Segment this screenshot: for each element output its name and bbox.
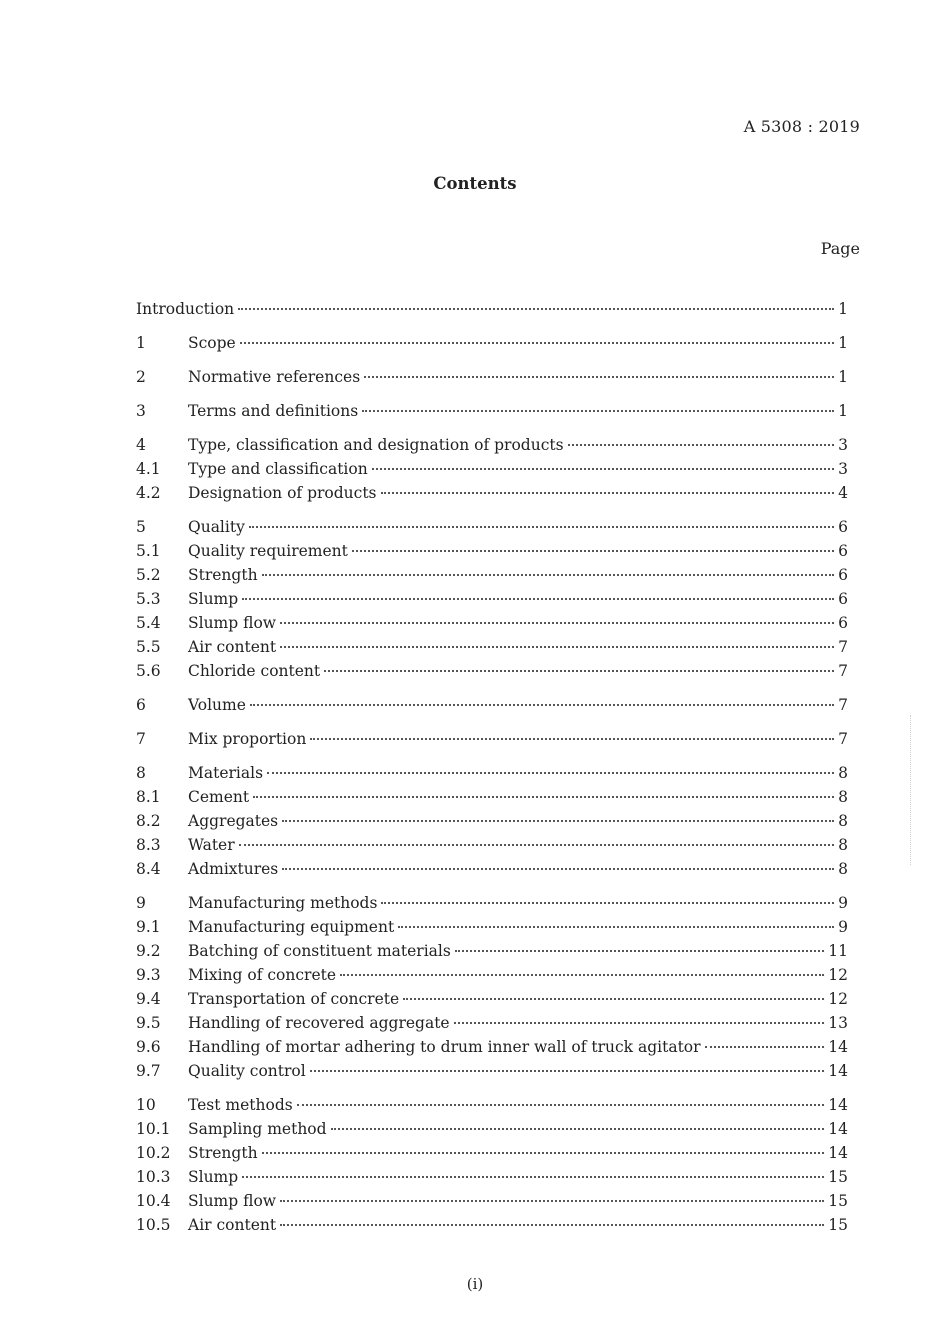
dot-leader — [262, 1152, 825, 1154]
toc-entry[interactable] — [136, 1144, 848, 1168]
toc-entry-number: 8.4 — [136, 860, 161, 878]
toc-entry[interactable] — [136, 1096, 848, 1120]
toc-entry[interactable] — [136, 638, 848, 662]
toc-entry-page: 15 — [828, 1192, 848, 1210]
toc-entry-page: 6 — [838, 566, 848, 584]
toc-entry-title: Water — [188, 836, 235, 854]
toc-entry-page: 7 — [838, 638, 848, 656]
toc-entry[interactable] — [136, 1062, 848, 1086]
toc-entry-title: Mixing of concrete — [188, 966, 337, 984]
dot-leader — [381, 902, 834, 904]
toc-group — [136, 894, 848, 1086]
toc-entry[interactable] — [136, 918, 848, 942]
toc-entry[interactable] — [136, 436, 848, 460]
toc-entry-title: Sampling method — [188, 1120, 327, 1138]
toc-entry[interactable] — [136, 836, 848, 860]
toc-entry-title: Transportation of concrete — [188, 990, 400, 1008]
toc-group — [136, 518, 848, 686]
toc-entry-title: Handling of mortar adhering to drum inner wall of truck agitator — [188, 1038, 701, 1056]
toc-entry-page: 11 — [828, 942, 848, 960]
toc-entry-number: 1 — [136, 334, 146, 352]
toc-entry-page: 7 — [838, 662, 848, 680]
toc-entry-page: 1 — [838, 300, 848, 318]
toc-group — [136, 730, 848, 754]
toc-entry-number: 2 — [136, 368, 146, 386]
toc-group — [136, 300, 848, 324]
toc-entry-page: 3 — [838, 460, 848, 478]
toc-entry[interactable] — [136, 990, 848, 1014]
toc-entry-page: 14 — [828, 1120, 848, 1138]
dot-leader — [280, 1200, 824, 1202]
toc-entry-page: 9 — [838, 918, 848, 936]
toc-entry[interactable] — [136, 300, 848, 324]
dot-leader — [242, 598, 834, 600]
toc-entry-title: Test methods — [188, 1096, 293, 1114]
toc-group — [136, 368, 848, 392]
toc-entry-number: 10.4 — [136, 1192, 171, 1210]
toc-entry-number: 8 — [136, 764, 146, 782]
dot-leader — [331, 1128, 825, 1130]
toc-entry[interactable] — [136, 484, 848, 508]
toc-entry[interactable] — [136, 764, 848, 788]
toc-entry-title: Quality control — [188, 1062, 306, 1080]
toc-entry-page: 6 — [838, 590, 848, 608]
toc-entry-title: Aggregates — [188, 812, 279, 830]
toc-entry-title: Slump flow — [188, 614, 277, 632]
toc-entry[interactable] — [136, 1168, 848, 1192]
toc-group — [136, 764, 848, 884]
toc-entry-number: 9.5 — [136, 1014, 161, 1032]
table-of-contents — [136, 300, 848, 1250]
toc-entry-title: Manufacturing equipment — [188, 918, 395, 936]
standard-number: A 5308 : 2019 — [743, 117, 860, 136]
dot-leader — [705, 1046, 825, 1048]
toc-entry-title: Normative references — [188, 368, 361, 386]
toc-entry[interactable] — [136, 566, 848, 590]
toc-entry-number: 4.2 — [136, 484, 161, 502]
toc-entry-number: 9 — [136, 894, 146, 912]
dot-leader — [242, 1176, 824, 1178]
dot-leader — [282, 820, 834, 822]
toc-group — [136, 334, 848, 358]
dot-leader — [297, 1104, 825, 1106]
toc-entry-title: Strength — [188, 1144, 258, 1162]
dot-leader — [364, 376, 834, 378]
toc-entry-number: 9.7 — [136, 1062, 161, 1080]
toc-entry-number: 9.6 — [136, 1038, 161, 1056]
toc-entry-page: 15 — [828, 1216, 848, 1234]
toc-group — [136, 1096, 848, 1240]
toc-entry-title: Type and classification — [188, 460, 368, 478]
toc-entry-page: 13 — [828, 1014, 848, 1032]
toc-entry-title: Manufacturing methods — [188, 894, 378, 912]
dot-leader — [249, 526, 834, 528]
toc-entry-title: Handling of recovered aggregate — [188, 1014, 450, 1032]
toc-entry[interactable] — [136, 590, 848, 614]
toc-group — [136, 436, 848, 508]
toc-entry-page: 7 — [838, 696, 848, 714]
dot-leader — [454, 1022, 825, 1024]
toc-entry-number: 10.2 — [136, 1144, 171, 1162]
toc-entry[interactable] — [136, 460, 848, 484]
toc-entry-number: 5.2 — [136, 566, 161, 584]
toc-entry-page: 9 — [838, 894, 848, 912]
dot-leader — [324, 670, 834, 672]
toc-entry-title: Slump flow — [188, 1192, 277, 1210]
dot-leader — [280, 622, 834, 624]
toc-group — [136, 696, 848, 720]
toc-entry-number: 5 — [136, 518, 146, 536]
toc-entry-title: Slump — [188, 590, 239, 608]
toc-entry-title: Mix proportion — [188, 730, 307, 748]
toc-entry[interactable] — [136, 966, 848, 990]
toc-entry-page: 1 — [838, 402, 848, 420]
toc-entry-title: Quality — [188, 518, 245, 536]
toc-entry-title: Admixtures — [188, 860, 279, 878]
page-column-label: Page — [820, 239, 860, 258]
dot-leader — [280, 646, 834, 648]
toc-entry-number: 5.1 — [136, 542, 161, 560]
toc-entry-title: Introduction — [136, 300, 235, 318]
toc-entry-number: 4 — [136, 436, 146, 454]
toc-entry-title: Scope — [188, 334, 236, 352]
toc-entry-page: 6 — [838, 518, 848, 536]
toc-entry[interactable] — [136, 662, 848, 686]
dot-leader — [372, 468, 834, 470]
toc-entry-number: 10 — [136, 1096, 156, 1114]
toc-entry-page: 1 — [838, 334, 848, 352]
toc-entry-number: 9.1 — [136, 918, 161, 936]
toc-entry[interactable] — [136, 334, 848, 358]
toc-entry[interactable] — [136, 860, 848, 884]
toc-entry-number: 8.1 — [136, 788, 161, 806]
toc-entry[interactable] — [136, 730, 848, 754]
dot-leader — [381, 492, 835, 494]
toc-entry[interactable] — [136, 942, 848, 966]
toc-entry-page: 8 — [838, 764, 848, 782]
dot-leader — [238, 308, 834, 310]
toc-entry[interactable] — [136, 1014, 848, 1038]
toc-entry-page: 8 — [838, 836, 848, 854]
dot-leader — [310, 738, 834, 740]
toc-entry-number: 6 — [136, 696, 146, 714]
toc-entry-number: 7 — [136, 730, 146, 748]
toc-entry[interactable] — [136, 1038, 848, 1062]
toc-entry-number: 5.6 — [136, 662, 161, 680]
toc-entry[interactable] — [136, 1120, 848, 1144]
toc-entry-title: Materials — [188, 764, 264, 782]
toc-entry-page: 6 — [838, 614, 848, 632]
toc-entry-number: 8.2 — [136, 812, 161, 830]
dot-leader — [267, 772, 834, 774]
toc-entry-title: Cement — [188, 788, 250, 806]
toc-entry[interactable] — [136, 402, 848, 426]
toc-entry-number: 9.4 — [136, 990, 161, 1008]
dot-leader — [340, 974, 824, 976]
dot-leader — [398, 926, 834, 928]
toc-entry-page: 14 — [828, 1062, 848, 1080]
dot-leader — [253, 796, 834, 798]
toc-group — [136, 402, 848, 426]
toc-entry-page: 8 — [838, 860, 848, 878]
toc-entry-page: 14 — [828, 1096, 848, 1114]
toc-entry-title: Air content — [188, 638, 277, 656]
dot-leader — [240, 342, 834, 344]
toc-entry-page: 1 — [838, 368, 848, 386]
dot-leader — [310, 1070, 825, 1072]
toc-entry-title: Designation of products — [188, 484, 377, 502]
toc-entry-title: Chloride content — [188, 662, 321, 680]
toc-entry-title: Type, classification and designation of products — [188, 436, 564, 454]
dot-leader — [282, 868, 834, 870]
dot-leader — [352, 550, 834, 552]
toc-entry[interactable] — [136, 368, 848, 392]
dot-leader — [262, 574, 835, 576]
toc-entry-number: 5.4 — [136, 614, 161, 632]
toc-entry-page: 12 — [828, 966, 848, 984]
toc-entry-page: 14 — [828, 1144, 848, 1162]
toc-entry[interactable] — [136, 696, 848, 720]
toc-entry-page: 6 — [838, 542, 848, 560]
toc-entry-page: 7 — [838, 730, 848, 748]
toc-entry-page: 3 — [838, 436, 848, 454]
toc-entry[interactable] — [136, 518, 848, 542]
scan-margin-mark — [910, 715, 913, 865]
toc-entry-number: 3 — [136, 402, 146, 420]
toc-entry-title: Batching of constituent materials — [188, 942, 451, 960]
dot-leader — [455, 950, 824, 952]
toc-entry-number: 9.3 — [136, 966, 161, 984]
toc-entry-title: Terms and definitions — [188, 402, 359, 420]
toc-entry-page: 8 — [838, 788, 848, 806]
toc-entry-number: 10.1 — [136, 1120, 171, 1138]
dot-leader — [239, 844, 834, 846]
toc-entry-title: Volume — [188, 696, 246, 714]
toc-entry[interactable] — [136, 1216, 848, 1240]
toc-entry-title: Air content — [188, 1216, 277, 1234]
toc-entry-page: 14 — [828, 1038, 848, 1056]
toc-entry[interactable] — [136, 812, 848, 836]
dot-leader — [568, 444, 835, 446]
dot-leader — [250, 704, 834, 706]
toc-entry-page: 12 — [828, 990, 848, 1008]
toc-entry-page: 8 — [838, 812, 848, 830]
toc-entry-number: 8.3 — [136, 836, 161, 854]
dot-leader — [280, 1224, 824, 1226]
toc-entry-number: 4.1 — [136, 460, 161, 478]
toc-entry-page: 15 — [828, 1168, 848, 1186]
dot-leader — [403, 998, 824, 1000]
toc-entry-number: 5.3 — [136, 590, 161, 608]
toc-entry-number: 10.3 — [136, 1168, 171, 1186]
toc-entry-page: 4 — [838, 484, 848, 502]
toc-entry[interactable] — [136, 788, 848, 812]
toc-entry[interactable] — [136, 542, 848, 566]
dot-leader — [362, 410, 834, 412]
toc-entry[interactable] — [136, 1192, 848, 1216]
toc-entry-number: 10.5 — [136, 1216, 171, 1234]
toc-entry-number: 5.5 — [136, 638, 161, 656]
page-number: (i) — [466, 1275, 484, 1293]
toc-entry-title: Slump — [188, 1168, 239, 1186]
toc-entry-number: 9.2 — [136, 942, 161, 960]
page-title: Contents — [433, 174, 517, 193]
toc-entry-title: Strength — [188, 566, 258, 584]
toc-entry-title: Quality requirement — [188, 542, 348, 560]
toc-entry[interactable] — [136, 614, 848, 638]
toc-entry[interactable] — [136, 894, 848, 918]
